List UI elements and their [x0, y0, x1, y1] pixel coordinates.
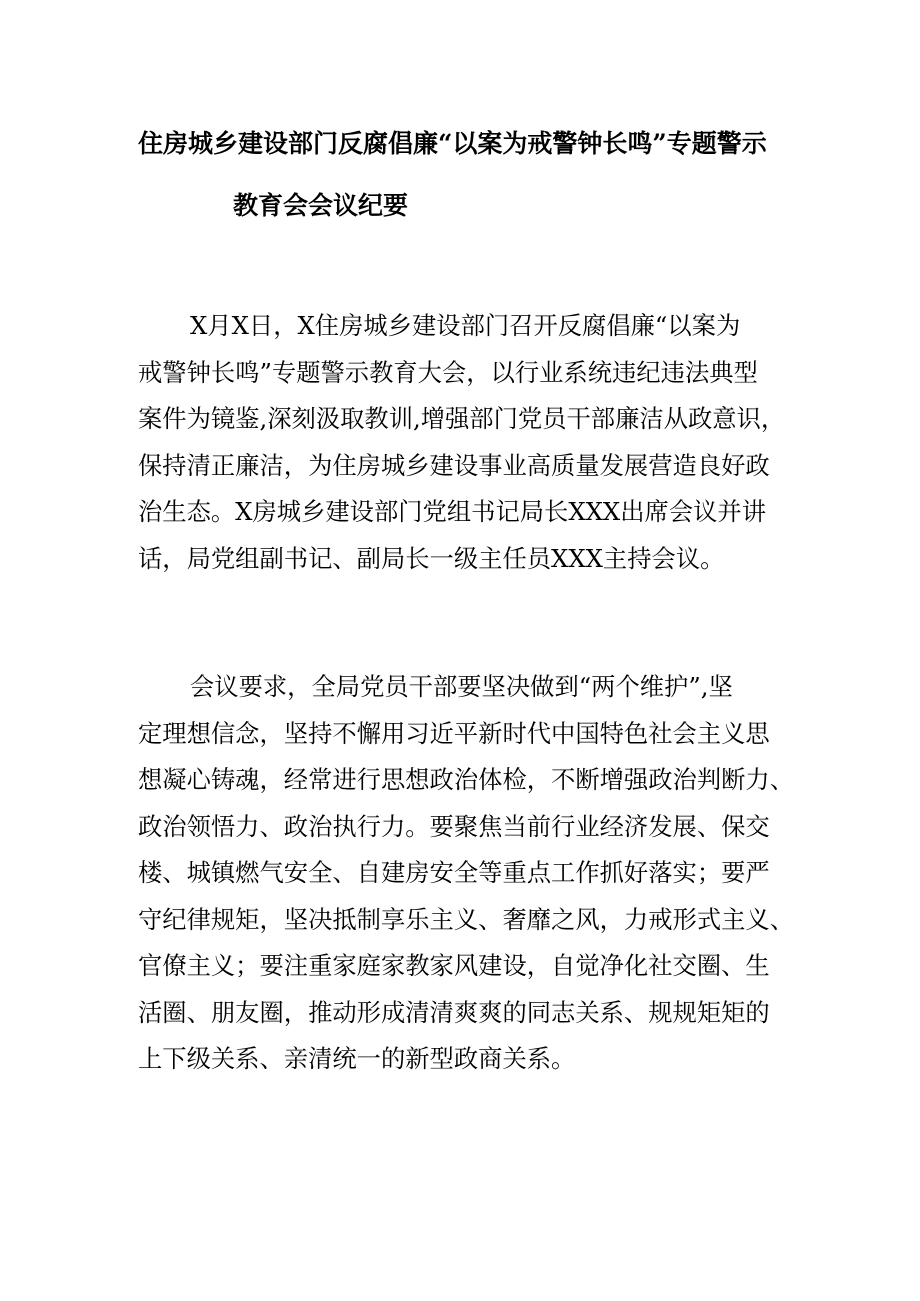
- paragraph-line: 话，局党组副书记、副局长一级主任员XXX主持会议。: [138, 543, 725, 573]
- paragraph-line: X月X日，X住房城乡建设部门召开反腐倡廉“以案为: [190, 311, 741, 340]
- paragraph-line: 案件为镜鉴,深刻汲取教训,增强部门党员干部廉洁从政意识，: [138, 404, 786, 433]
- paragraph-line: 楼、城镇燃气安全、自建房安全等重点工作抓好落实；要严: [138, 858, 770, 887]
- paragraph-line: 保持清正廉洁，为住房城乡建设事业高质量发展营造良好政: [138, 450, 770, 480]
- paragraph-line: 想凝心铸魂，经常进行思想政治体检，不断增强政治判断力、: [138, 765, 795, 794]
- paragraph-line: 治生态。X房城乡建设部门党组书记局长XXX出席会议并讲: [138, 497, 767, 526]
- paragraph-line: 守纪律规矩，坚决抵制享乐主义、奢靡之风，力戒形式主义、: [138, 904, 795, 934]
- paragraph-line: 会议要求，全局党员干部要坚决做到“两个维护”,坚: [190, 672, 733, 701]
- paragraph-line: 上下级关系、亲清统一的新型政商关系。: [138, 1044, 576, 1073]
- paragraph-1: [138, 303, 788, 582]
- paragraph-line: 定理想信念，坚持不懈用习近平新时代中国特色社会主义思: [138, 718, 770, 748]
- paragraph-2: [138, 664, 795, 1083]
- paragraph-line: 活圈、朋友圈，推动形成清清爽爽的同志关系、规规矩矩的: [138, 997, 770, 1027]
- document-title-line-1: 住房城乡建设部门反腐倡廉“以案为戒警钟长鸣”专题警示: [138, 129, 767, 158]
- document-title-line-2: 教育会会议纪要: [233, 191, 409, 220]
- paragraph-line: 戒警钟长鸣”专题警示教育大会，以行业系统违纪违法典型: [138, 357, 758, 387]
- paragraph-line: 官僚主义；要注重家庭家教家风建设，自觉净化社交圈、生: [138, 951, 770, 980]
- paragraph-line: 政治领悟力、政治执行力。要聚焦当前行业经济发展、保交: [138, 811, 770, 841]
